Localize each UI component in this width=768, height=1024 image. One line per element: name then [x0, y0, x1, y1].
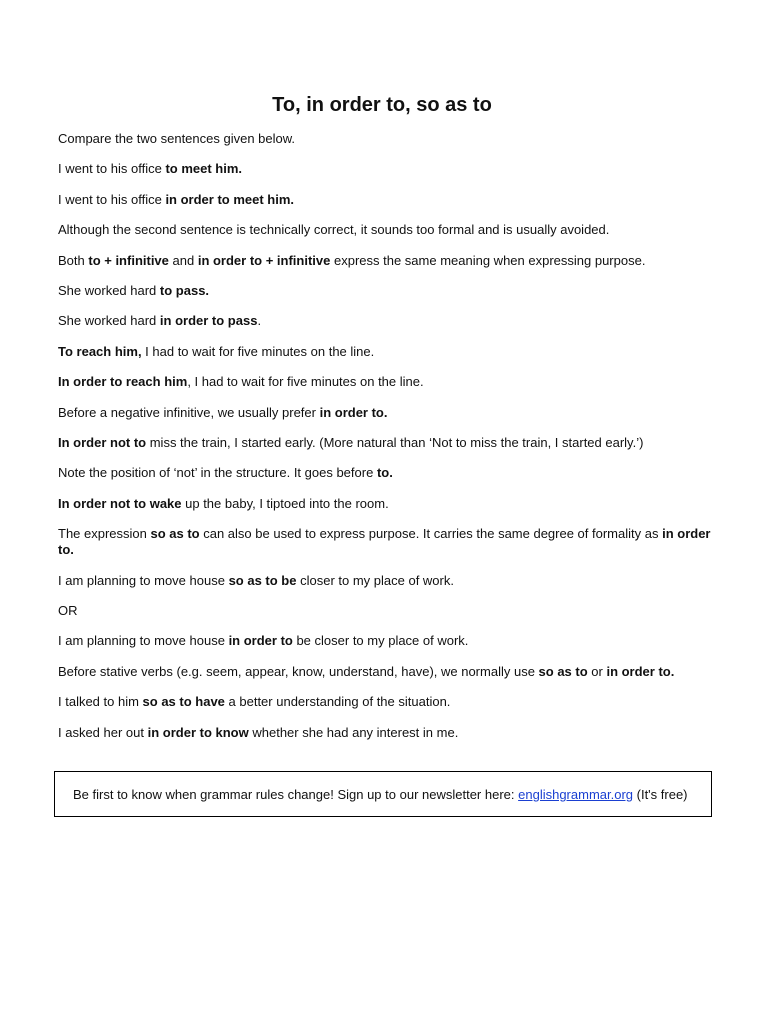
page-title: To, in order to, so as to: [272, 94, 492, 116]
text-run: Before stative verbs (e.g. seem, appear, know, understand, have), we normally use: [58, 663, 539, 679]
paragraph: [58, 283, 714, 299]
paragraph: [58, 222, 714, 238]
bold-text: in order to: [228, 633, 293, 649]
bold-text: in order to.: [58, 526, 711, 558]
text-run: The expression: [58, 526, 151, 542]
text-run: or: [587, 663, 607, 679]
paragraph: [58, 664, 714, 680]
newsletter-box: [54, 771, 712, 817]
paragraph: [58, 633, 714, 649]
bold-text: so as to be: [228, 572, 297, 588]
text-run: I am planning to move house: [58, 572, 229, 588]
text-run: can also be used to express purpose. It carries the same degree of formality as: [199, 526, 663, 542]
bold-text: In order to reach him: [58, 374, 188, 390]
text-run: I asked her out: [58, 724, 148, 740]
bold-text: in order to meet him.: [165, 191, 295, 207]
bold-text: in order to.: [319, 404, 388, 420]
text-run: and: [168, 252, 198, 268]
paragraph: [58, 573, 714, 589]
newsletter-text: [73, 787, 688, 803]
text-run: I went to his office: [58, 161, 166, 177]
paragraph: [58, 313, 714, 329]
bold-text: to.: [376, 465, 393, 481]
paragraph: [58, 405, 714, 421]
text-run: .: [257, 313, 262, 329]
paragraph: [58, 131, 714, 147]
bold-text: In order not to: [58, 434, 147, 450]
document-body: [58, 131, 714, 755]
text-run: up the baby, I tiptoed into the room.: [181, 495, 389, 511]
newsletter-link[interactable]: englishgrammar.org: [518, 787, 634, 802]
text-run: Both: [58, 252, 89, 268]
paragraph: [58, 374, 714, 390]
paragraph: [58, 496, 714, 512]
text-run: She worked hard: [58, 313, 160, 329]
paragraph: [58, 465, 714, 481]
text-run: express the same meaning when expressing purpose.: [330, 252, 646, 268]
paragraph: [58, 435, 714, 451]
bold-text: to pass.: [159, 282, 210, 298]
bold-text: to + infinitive: [88, 252, 169, 268]
bold-text: in order to pass: [159, 313, 258, 329]
paragraph: [58, 725, 714, 741]
text-run: miss the train, I started early. (More natural than ‘Not to miss the train, I started early.’): [146, 434, 644, 450]
text-run: I had to wait for five minutes on the line.: [141, 343, 375, 359]
paragraph: [58, 603, 714, 619]
bold-text: In order not to wake: [58, 495, 182, 511]
text-run: I went to his office: [58, 191, 166, 207]
newsletter-message: Be first to know when grammar rules change! Sign up to our newsletter here:: [73, 787, 519, 802]
bold-text: in order to know: [147, 724, 249, 740]
paragraph: [58, 526, 714, 558]
text-run: She worked hard: [58, 282, 160, 298]
bold-text: so as to have: [142, 694, 225, 710]
paragraph: [58, 694, 714, 710]
paragraph: [58, 344, 714, 360]
bold-text: so as to: [150, 526, 200, 542]
text-run: Although the second sentence is technically correct, it sounds too formal and is usually avoided.: [58, 222, 610, 238]
text-run: Before a negative infinitive, we usually prefer: [58, 404, 320, 420]
text-run: I talked to him: [58, 694, 143, 710]
paragraph: [58, 161, 714, 177]
newsletter-free-note: (It's free): [633, 787, 688, 802]
text-run: I am planning to move house: [58, 633, 229, 649]
bold-text: To reach him,: [58, 343, 142, 359]
text-run: be closer to my place of work.: [292, 633, 469, 649]
text-run: OR: [58, 603, 78, 619]
paragraph: [58, 253, 714, 269]
text-run: whether she had any interest in me.: [248, 724, 459, 740]
text-run: closer to my place of work.: [296, 572, 454, 588]
bold-text: so as to: [538, 663, 588, 679]
text-run: , I had to wait for five minutes on the line.: [187, 374, 424, 390]
bold-text: to meet him.: [165, 161, 243, 177]
bold-text: in order to + infinitive: [197, 252, 331, 268]
text-run: a better understanding of the situation.: [224, 694, 451, 710]
bold-text: in order to.: [606, 663, 675, 679]
text-run: Compare the two sentences given below.: [58, 131, 296, 146]
paragraph: [58, 192, 714, 208]
text-run: Note the position of ‘not’ in the structure. It goes before: [58, 465, 377, 481]
